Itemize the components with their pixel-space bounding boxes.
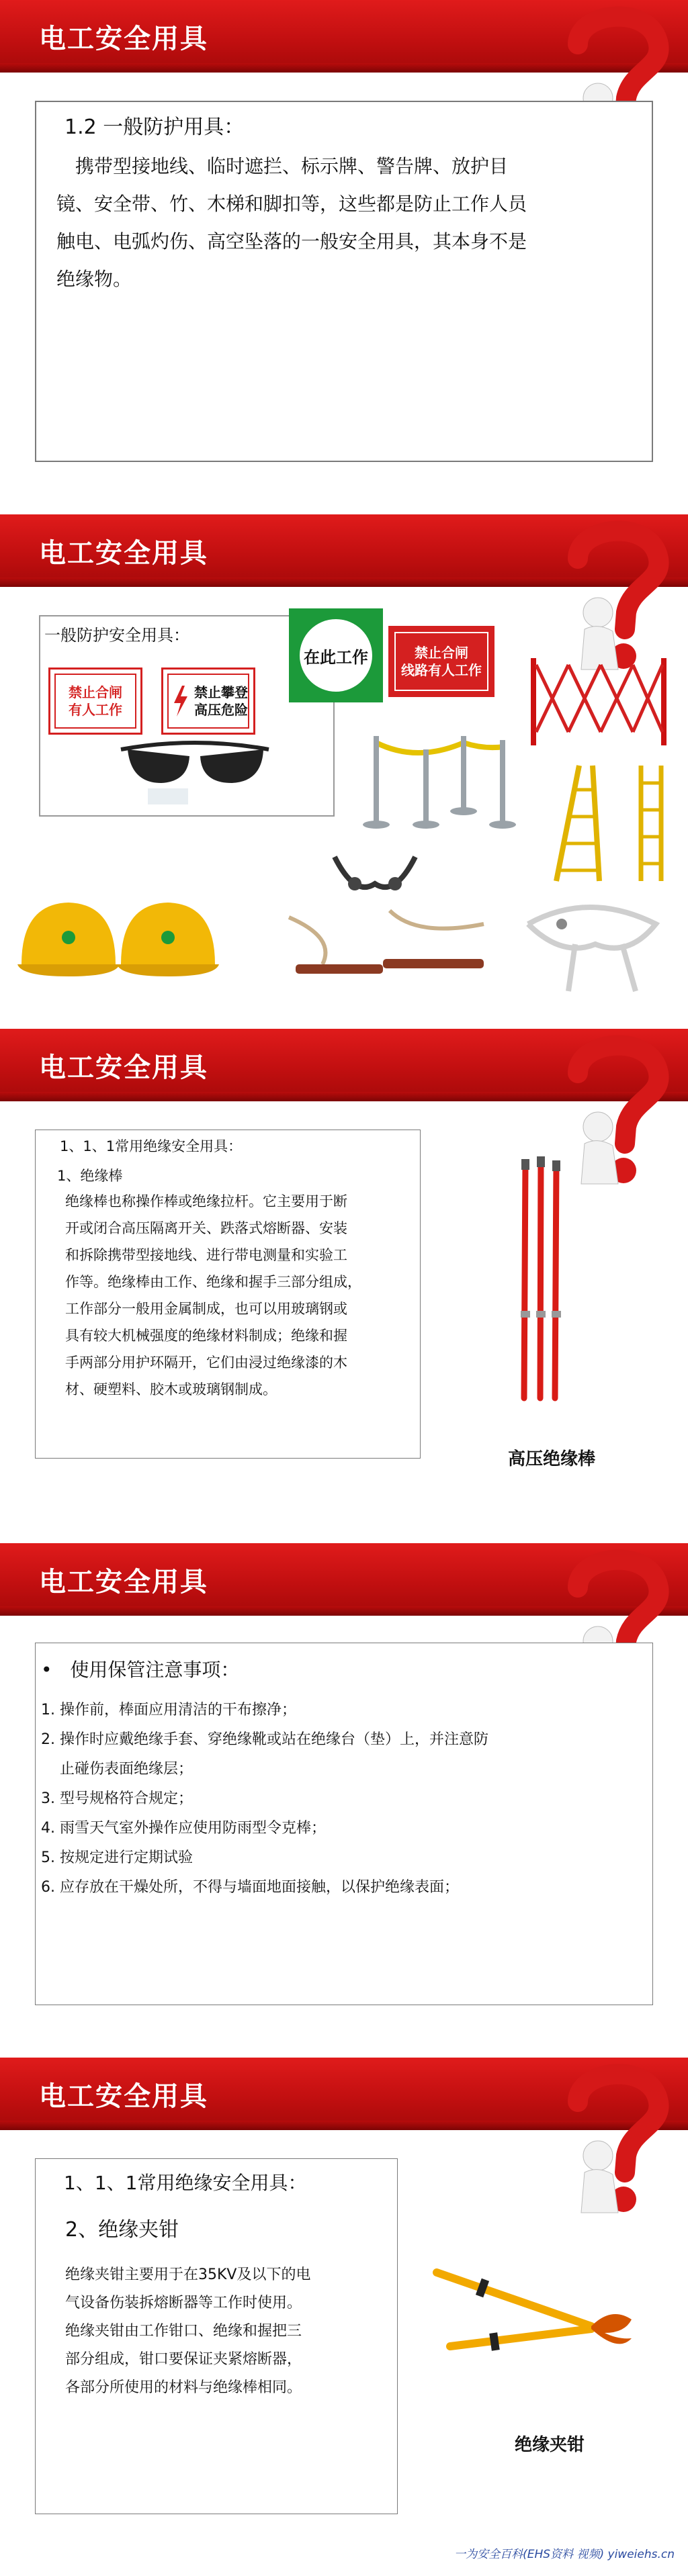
question-mark-figure-icon	[551, 2058, 685, 2223]
paragraph-line: 绝缘棒也称操作棒或绝缘拉杆。它主要用于断	[65, 1193, 347, 1209]
item-number: 6.	[41, 1879, 55, 1896]
sign-text: 禁止合闸	[69, 684, 122, 700]
paragraph-line: 材、硬塑料、胶木或玻璃钢制成。	[65, 1381, 277, 1397]
paragraph-line: 各部分所使用的材料与绝缘棒相同。	[65, 2379, 302, 2396]
sign-work-here	[289, 608, 383, 702]
item-text: 型号规格符合规定；	[60, 1790, 194, 1807]
list-item	[41, 1696, 646, 1725]
paragraph-line: 气设备伤装拆熔断器等工作时使用。	[65, 2295, 302, 2311]
question-mark-figure-icon	[551, 1029, 685, 1194]
item-number: 5.	[41, 1849, 55, 1866]
footer-credit: 一为安全百科(EHS资料 视频) yiweiehs.cn	[454, 2548, 675, 2561]
slide-3	[0, 1029, 688, 1526]
image-caption: 高压绝缘棒	[508, 1449, 596, 1469]
straight-ladder-icon	[632, 763, 672, 884]
precautions-list	[41, 1696, 646, 1902]
paragraph-line: 镜、安全带、竹、木梯和脚扣等，这些都是防止工作人员	[56, 193, 527, 215]
content-box	[35, 101, 653, 462]
list-item	[41, 1814, 646, 1843]
section-heading: 1、1、1常用绝缘安全用具：	[64, 2172, 307, 2194]
item-text: 按规定进行定期试验	[60, 1849, 194, 1866]
safety-belt-icon	[282, 897, 497, 991]
content-box	[35, 1643, 653, 2005]
insulating-rods-icon	[511, 1156, 571, 1412]
paragraph-line: 携带型接地线、临时遮拦、标示牌、警告牌、放护目	[56, 155, 509, 177]
retractable-fence-icon	[528, 651, 669, 752]
section-heading: 1、1、1常用绝缘安全用具：	[60, 1138, 243, 1154]
paragraph	[65, 2261, 388, 2402]
sign-no-closing-line-work	[388, 626, 494, 697]
safety-goggles-icon	[114, 729, 275, 810]
paragraph	[56, 148, 641, 298]
section-heading	[41, 1655, 239, 1682]
paragraph-line: 作等。绝缘棒由工作、绝缘和握手三部分组成，	[65, 1274, 361, 1290]
slide-5	[0, 2058, 688, 2576]
sign-text: 高压危险	[194, 702, 248, 718]
list-item	[41, 1784, 646, 1814]
paragraph-line: 开或闭合高压隔离开关、跌落式熔断器、安装	[65, 1220, 347, 1236]
slide-title: 电工安全用具	[39, 1052, 208, 1083]
section-label: 一般防护安全用具：	[44, 626, 189, 645]
slide-2	[0, 514, 688, 1011]
content-box	[35, 2158, 398, 2514]
content-box	[35, 1130, 421, 1459]
image-caption: 绝缘夹钳	[515, 2435, 585, 2455]
list-item	[41, 1843, 646, 1873]
paragraph-line: 绝缘物。	[56, 268, 132, 290]
slide-1	[0, 0, 688, 497]
insulating-pliers-icon	[430, 2259, 645, 2366]
bullet: •	[41, 1659, 52, 1681]
sign-no-climbing-high-voltage	[161, 668, 255, 735]
slide-title: 电工安全用具	[39, 2081, 208, 2112]
subsection-heading: 1、绝缘棒	[57, 1168, 123, 1184]
paragraph-line: 具有较大机械强度的绝缘材料制成；绝缘和握	[65, 1328, 347, 1344]
item-text: 止碰伤表面绝缘层；	[60, 1761, 194, 1778]
harness-icon	[521, 897, 676, 998]
item-number: 1.	[41, 1702, 55, 1718]
paragraph-line: 绝缘夹钳由工作钳口、绝缘和握把三	[65, 2323, 302, 2340]
barrier-stanchions-icon	[356, 723, 517, 837]
section-heading: 1.2 一般防护用具：	[64, 116, 245, 139]
lightning-icon	[171, 684, 190, 718]
sign-text: 在此工作	[300, 619, 372, 692]
list-item	[41, 1725, 646, 1784]
paragraph-line: 部分组成，钳口要保证夹紧熔断器，	[65, 2351, 302, 2368]
heading-text: 使用保管注意事项：	[70, 1659, 240, 1681]
item-text: 应存放在干燥处所，不得与墙面地面接触，以保护绝缘表面；	[60, 1879, 460, 1896]
paragraph-line: 触电、电弧灼伤、高空坠落的一般安全用具，其本身不是	[56, 230, 527, 252]
item-number: 3.	[41, 1790, 55, 1807]
slide-title: 电工安全用具	[39, 24, 208, 54]
sign-text: 禁止攀登	[194, 684, 248, 700]
paragraph-line: 工作部分一般用金属制成，也可以用玻璃钢或	[65, 1301, 347, 1317]
slide-title: 电工安全用具	[39, 1567, 208, 1598]
item-number: 4.	[41, 1820, 55, 1837]
item-number: 2.	[41, 1731, 55, 1748]
paragraph	[65, 1188, 417, 1403]
item-text: 操作时应戴绝缘手套、穿绝缘靴或站在绝缘台（垫）上，并注意防	[60, 1731, 489, 1748]
sign-no-closing-people-working	[48, 668, 142, 735]
item-text: 操作前，棒面应用清洁的干布擦净；	[60, 1702, 297, 1718]
insulated-ladder-icon	[552, 763, 626, 884]
sign-text: 禁止合闸	[415, 645, 468, 661]
safety-helmet-icon	[114, 890, 222, 998]
paragraph-line: 绝缘夹钳主要用于在35KV及以下的电	[65, 2266, 311, 2283]
slide-title: 电工安全用具	[39, 538, 208, 569]
safety-helmet-icon	[15, 890, 122, 998]
pole-climbers-icon	[328, 843, 422, 904]
slide-4	[0, 1543, 688, 2040]
paragraph-line: 手两部分用护环隔开，它们由浸过绝缘漆的木	[65, 1354, 347, 1371]
paragraph-line: 和拆除携带型接地线、进行带电测量和实验工	[65, 1247, 347, 1263]
item-text: 雨雪天气室外操作应使用防雨型令克棒；	[60, 1820, 327, 1837]
subsection-heading: 2、绝缘夹钳	[65, 2218, 179, 2242]
sign-text: 线路有人工作	[401, 662, 482, 678]
list-item	[41, 1873, 646, 1902]
sign-text: 有人工作	[69, 702, 122, 718]
